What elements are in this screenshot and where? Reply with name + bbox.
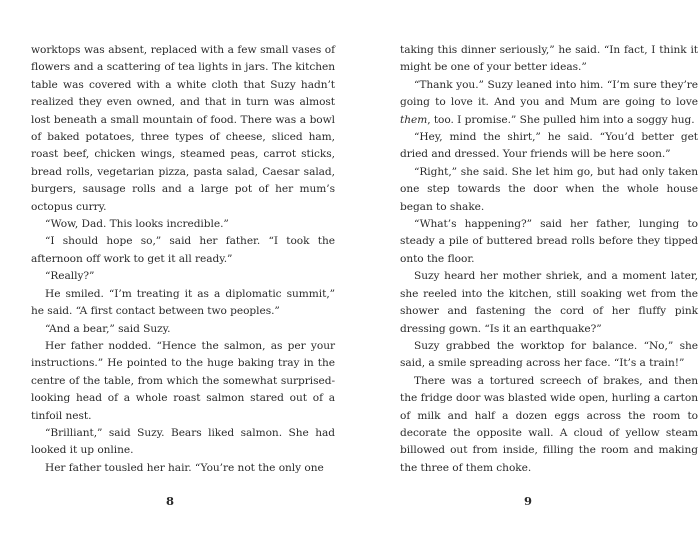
emphasis-text: them xyxy=(400,113,428,126)
paragraph: taking this dinner seriously,” he said. “In fact, I think it might be one of your better ideas.” xyxy=(400,44,698,74)
paragraph: “Hey, mind the shirt,” he said. “You’d better get dried and dressed. Your friends will be here soon.” xyxy=(400,131,698,161)
paragraph: There was a tortured screech of brakes, and then the fridge door was blasted wide open, hurling a carton of milk and half a dozen eggs across the room to decorate the opposite wall. A cloud of yellow steam billowed out from inside, filling the room and making the three of them choke. xyxy=(400,374,698,474)
paragraph: Suzy grabbed the worktop for balance. “No,” she said, a smile spreading across her face. “It’s a train!” xyxy=(400,339,698,370)
page-number-right: 9 xyxy=(523,494,532,508)
paragraph: “Right,” she said. She let him go, but had only taken one step towards the door when the whole house began to shake. xyxy=(400,165,698,213)
page-number-left: 8 xyxy=(165,494,174,508)
paragraph: “Wow, Dad. This looks incredible.” xyxy=(45,218,229,231)
paragraph: “Brilliant,” said Suzy. Bears liked salmon. She had looked it up online. xyxy=(31,426,335,457)
paragraph: “What’s happening?” said her father, lunging to steady a pile of buttered bread rolls before they tipped onto the floor. xyxy=(400,218,698,265)
paragraph: “I should hope so,” said her father. “I took the afternoon off work to get it all ready.” xyxy=(31,235,335,265)
paragraph: Suzy heard her mother shriek, and a moment later, she reeled into the kitchen, still soaking wet from the shower and fastening the cord of her fluffy pink dressing gown. “Is it an earthquake?” xyxy=(400,270,698,335)
paragraph: “And a bear,” said Suzy. xyxy=(45,322,171,335)
paragraph-text: , too. I promise.” She pulled him into a soggy hug. xyxy=(427,113,695,126)
paragraph: Her father nodded. “Hence the salmon, as per your instructions.” He pointed to the huge baking tray in the centre of the table, from which the somewhat surprised-looking head of a whole roast salmon stared out of a tinfoil nest. xyxy=(31,339,335,422)
right-page xyxy=(400,42,698,477)
paragraph: He smiled. “I’m treating it as a diplomatic summit,” he said. “A first contact between two peoples.” xyxy=(31,287,335,318)
paragraph: Her father tousled her hair. “You’re not the only one xyxy=(45,461,324,474)
paragraph-text: “Thank you.” Suzy leaned into him. “I’m sure they’re going to love it. And you and Mum are going to love xyxy=(400,78,698,109)
paragraph: worktops was absent, replaced with a few small vases of flowers and a scattering of tea lights in jars. The kitchen table was covered with a white cloth that Suzy hadn’t realized they even owned, and that in turn was almost lost beneath a small mountain of food. There was a bowl of baked potatoes, three types of cheese, sliced ham, roast beef, chicken wings, steamed peas, carrot sticks, bread rolls, vegetarian pizza, pasta salad, Caesar salad, burgers, sausage rolls and a large pot of her mum’s octopus curry. xyxy=(31,44,335,213)
paragraph xyxy=(400,77,698,129)
left-page xyxy=(31,42,335,477)
paragraph: “Really?” xyxy=(45,270,95,283)
